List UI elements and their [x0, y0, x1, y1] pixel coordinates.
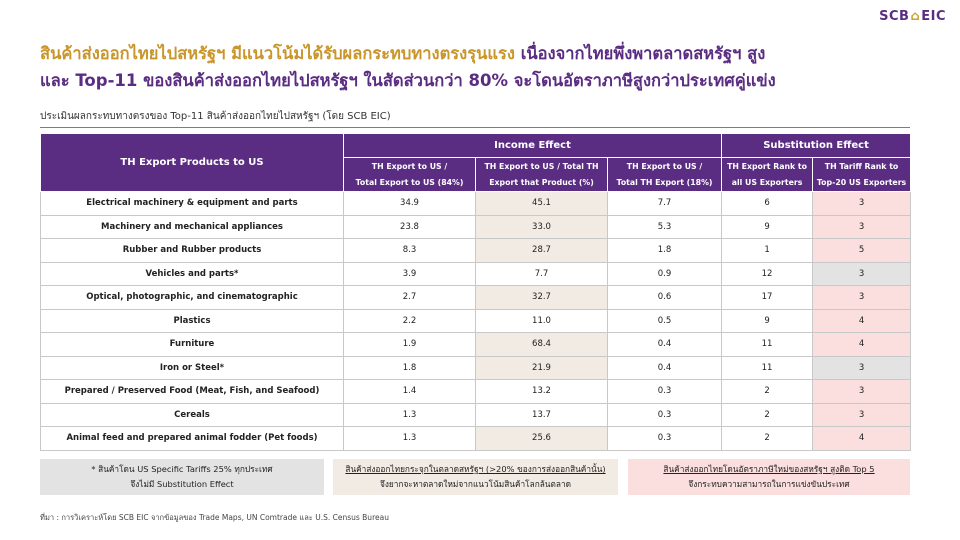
source-note: ที่มา : การวิเคราะห์โดย SCB EIC จากข้อมูลของ Trade Maps, UN Comtrade และ U.S. Census Bureau [40, 513, 389, 522]
legend-note-pink-line1: สินค้าส่งออกไทยโดนอัตราภาษีใหม่ของสหรัฐฯ สูงติด Top 5 [663, 464, 875, 474]
export-share-cell: 1.9 [344, 333, 476, 357]
scb-eic-logo [879, 9, 946, 24]
header-products: TH Export Products to US [41, 134, 344, 192]
subtitle-divider [40, 127, 910, 128]
header-col-3: TH Export to US / Total TH Export (18%) [608, 158, 722, 192]
total-share-cell: 0.4 [608, 356, 722, 380]
total-share-cell: 5.3 [608, 215, 722, 239]
export-rank-cell: 6 [722, 192, 813, 216]
tariff-rank-cell: 3 [813, 215, 911, 239]
logo-eic-text: EIC [921, 9, 946, 24]
export-rank-cell: 12 [722, 262, 813, 286]
product-share-cell: 33.0 [476, 215, 608, 239]
legend-note-tan-line1: สินค้าส่งออกไทยกระจุกในตลาดสหรัฐฯ (>20% ของการส่งออกสินค้านั้น) [345, 464, 606, 474]
product-cell: Optical, photographic, and cinematographic [41, 286, 344, 310]
export-share-cell: 34.9 [344, 192, 476, 216]
legend-note-pink-line2: จึงกระทบความสามารถในการแข่งขันประเทศ [688, 479, 850, 489]
export-impact-table [40, 133, 911, 451]
product-share-cell: 7.7 [476, 262, 608, 286]
headline-part-1: สินค้าส่งออกไทยไปสหรัฐฯ มีแนวโน้มได้รับผลกระทบทางตรงรุนแรง [40, 44, 515, 63]
tariff-rank-cell: 3 [813, 356, 911, 380]
header-substitution-effect: Substitution Effect [722, 134, 911, 158]
table-row [41, 403, 911, 427]
legend-note-grey-line1: * สินค้าโดน US Specific Tariffs 25% ทุกประเทศ [91, 464, 273, 474]
product-cell: Iron or Steel* [41, 356, 344, 380]
product-cell: Furniture [41, 333, 344, 357]
export-share-cell: 2.7 [344, 286, 476, 310]
export-share-cell: 1.4 [344, 380, 476, 404]
table-row [41, 380, 911, 404]
export-rank-cell: 17 [722, 286, 813, 310]
legend-note-grey-line2: จึงไม่มี Substitution Effect [130, 479, 234, 489]
tariff-rank-cell: 5 [813, 239, 911, 263]
product-cell: Vehicles and parts* [41, 262, 344, 286]
export-rank-cell: 2 [722, 427, 813, 451]
product-cell: Plastics [41, 309, 344, 333]
tariff-rank-cell: 4 [813, 333, 911, 357]
header-col-1: TH Export to US / Total Export to US (84%) [344, 158, 476, 192]
total-share-cell: 0.5 [608, 309, 722, 333]
house-icon: ⌂ [910, 9, 921, 24]
table-row [41, 427, 911, 451]
export-rank-cell: 2 [722, 380, 813, 404]
legend-note-pink [628, 459, 910, 495]
product-cell: Animal feed and prepared animal fodder (Pet foods) [41, 427, 344, 451]
export-rank-cell: 1 [722, 239, 813, 263]
product-share-cell: 32.7 [476, 286, 608, 310]
product-cell: Electrical machinery & equipment and parts [41, 192, 344, 216]
export-rank-cell: 11 [722, 356, 813, 380]
headline-part-3: และ Top-11 ของสินค้าส่งออกไทยไปสหรัฐฯ ในสัดส่วนกว่า 80% จะโดนอัตราภาษีสูงกว่าประเทศคู่แข่ง [40, 71, 776, 90]
total-share-cell: 0.3 [608, 427, 722, 451]
table-row [41, 333, 911, 357]
product-share-cell: 68.4 [476, 333, 608, 357]
tariff-rank-cell: 4 [813, 309, 911, 333]
tariff-rank-cell: 3 [813, 380, 911, 404]
headline-part-2: เนื่องจากไทยพึ่งพาตลาดสหรัฐฯ สูง [520, 44, 766, 63]
total-share-cell: 0.6 [608, 286, 722, 310]
total-share-cell: 7.7 [608, 192, 722, 216]
product-cell: Cereals [41, 403, 344, 427]
table-row [41, 309, 911, 333]
logo-scb-text: SCB [879, 9, 910, 24]
header-col-5: TH Tariff Rank to Top-20 US Exporters [813, 158, 911, 192]
total-share-cell: 0.4 [608, 333, 722, 357]
export-share-cell: 1.3 [344, 427, 476, 451]
tariff-rank-cell: 3 [813, 286, 911, 310]
export-rank-cell: 11 [722, 333, 813, 357]
header-col-4: TH Export Rank to all US Exporters [722, 158, 813, 192]
total-share-cell: 1.8 [608, 239, 722, 263]
tariff-rank-cell: 3 [813, 192, 911, 216]
product-cell: Rubber and Rubber products [41, 239, 344, 263]
total-share-cell: 0.3 [608, 380, 722, 404]
table-row [41, 286, 911, 310]
tariff-rank-cell: 4 [813, 427, 911, 451]
legend-note-tan [333, 459, 618, 495]
tariff-rank-cell: 3 [813, 262, 911, 286]
table-row [41, 215, 911, 239]
export-share-cell: 1.3 [344, 403, 476, 427]
header-col-2: TH Export to US / Total TH Export that Product (%) [476, 158, 608, 192]
product-cell: Machinery and mechanical appliances [41, 215, 344, 239]
product-share-cell: 21.9 [476, 356, 608, 380]
export-rank-cell: 9 [722, 309, 813, 333]
product-share-cell: 28.7 [476, 239, 608, 263]
product-cell: Prepared / Preserved Food (Meat, Fish, and Seafood) [41, 380, 344, 404]
table-row [41, 356, 911, 380]
export-share-cell: 23.8 [344, 215, 476, 239]
total-share-cell: 0.9 [608, 262, 722, 286]
header-income-effect: Income Effect [344, 134, 722, 158]
product-share-cell: 11.0 [476, 309, 608, 333]
product-share-cell: 13.2 [476, 380, 608, 404]
table-row [41, 262, 911, 286]
legend-note-tan-line2: จึงยากจะหาตลาดใหม่จากแนวโน้มสินค้าโลกล้นตลาด [379, 479, 571, 489]
export-rank-cell: 2 [722, 403, 813, 427]
table-row [41, 239, 911, 263]
total-share-cell: 0.3 [608, 403, 722, 427]
table-row [41, 192, 911, 216]
product-share-cell: 13.7 [476, 403, 608, 427]
tariff-rank-cell: 3 [813, 403, 911, 427]
headline [40, 40, 920, 94]
product-share-cell: 45.1 [476, 192, 608, 216]
table-subtitle: ประเมินผลกระทบทางตรงของ Top-11 สินค้าส่งออกไทยไปสหรัฐฯ (โดย SCB EIC) [40, 111, 391, 122]
export-share-cell: 3.9 [344, 262, 476, 286]
export-share-cell: 8.3 [344, 239, 476, 263]
export-share-cell: 2.2 [344, 309, 476, 333]
export-rank-cell: 9 [722, 215, 813, 239]
export-share-cell: 1.8 [344, 356, 476, 380]
product-share-cell: 25.6 [476, 427, 608, 451]
legend-note-grey [40, 459, 324, 495]
